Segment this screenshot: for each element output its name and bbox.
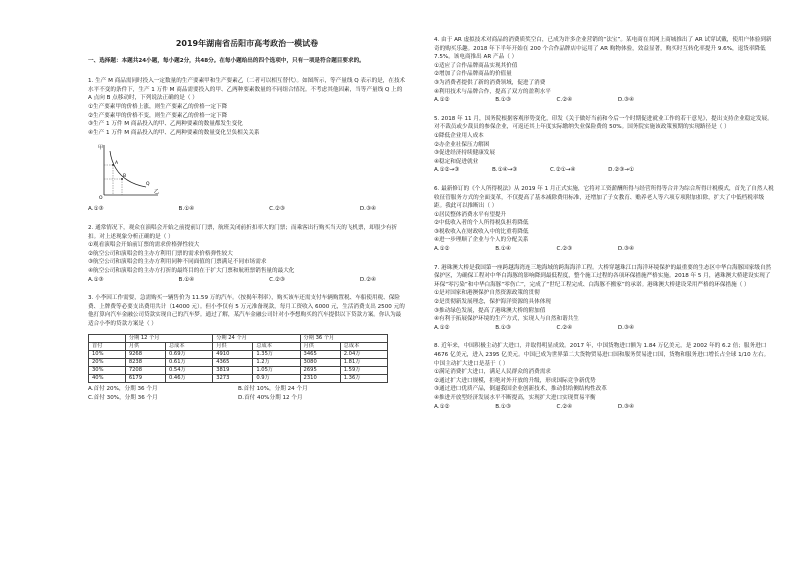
choice-c[interactable]: C.②④: [556, 324, 573, 331]
option-item: ①适应了合作品牌商品实现其价值: [434, 62, 518, 69]
choice-c[interactable]: C.首付 30%，分期 36 个月: [88, 395, 158, 402]
answer-choices: [88, 394, 406, 403]
table-cell: 1.59万: [340, 367, 387, 375]
isoquant-curve: [110, 151, 146, 187]
table-header-cell: 总成本: [253, 343, 300, 351]
choice-d[interactable]: D.③④: [359, 206, 376, 213]
option-item: ②生产要素甲的价格不变，则生产要素乙的价格一定下降: [88, 112, 228, 119]
choice-d[interactable]: D.②③→①: [608, 167, 634, 174]
choice-d[interactable]: D.③④: [617, 324, 634, 331]
choice-b[interactable]: B.①③: [495, 403, 511, 410]
question-6: [434, 185, 774, 254]
question-8: [434, 342, 774, 411]
question-stem: 3. 小李因工作需要，急需购买一辆售价为 11.59 万的汽车。（按揭年利率），购买该车还需支付车辆购置税、车船使用税、保险费、上牌费等必要支出费用共计（14000 元）。但小李仅有 5 万元准备现款，每月工资收入 6000 元，生活消费支出 2500 元的他打算向汽车金融公司贷款实现自己的汽车梦。通过了解，某汽车金融公司针对小李想购买的汽车提供以下贷款方案。你认为最适合小李的贷款方案是（ ）: [88, 295, 405, 327]
question-5: [434, 115, 774, 175]
answer-choices: [434, 324, 774, 333]
question-stem: 4. 由于 AR 虚拟技术对商品的消费质奖空白，已成为许多企业营销的“法宝”。某电商在其网上商城推出了 AR 试穿试戴，使用户体验到新奇的购买乐趣。2018 年下半年开始在 200 个合作品牌店中运用了 AR 购物体验，效益显著，购买时互转化率提升 9.6%，退货率降低 7.5%。该电商推出 AR 产品（ ）: [434, 37, 772, 61]
question-4: [434, 36, 774, 105]
question-stem: 1. 生产 M 商品需同时投入一定数量的生产要素甲和生产要素乙（二者可以相互替代）。如图所示，等产量线 Q 表示的是，在技术水平不变的条件下，生产 1 万件 M 商品需要投入的甲、乙两种要素数量的不同组合情况。不考虑其他因素，当等产量线 Q 上的 A 点向 B 点移动时，下列说法正确的是（ ）: [88, 78, 406, 102]
choice-b[interactable]: B.①③: [495, 324, 511, 331]
option-item: ④利用技术与品牌合作，提高了双方的盈利水平: [434, 88, 551, 95]
table-cell: 1.05万: [253, 367, 300, 375]
choice-a[interactable]: A.①②→③: [434, 167, 460, 174]
table-cell: 6179: [125, 375, 165, 383]
table-cell: 30%: [89, 367, 126, 375]
option-item: ③通过进口优质产品，倒逼我国企业创新技术，推动供给侧结构性改革: [434, 386, 607, 393]
table-cell: 0.46万: [165, 375, 212, 383]
choice-b[interactable]: B.①④: [178, 206, 195, 213]
question-3: [88, 294, 406, 403]
option-item: ①是对国家和港澳保护自然资源政策的贯彻: [434, 290, 540, 297]
point-a-label: A: [115, 161, 119, 167]
option-item: ③推动绿色发展，提高了港珠澳大桥的附加值: [434, 307, 546, 314]
choice-b[interactable]: B.①③: [495, 97, 511, 104]
choice-a[interactable]: A.①②: [434, 403, 450, 410]
question-2: [88, 224, 406, 284]
choice-d[interactable]: D.③④: [617, 97, 634, 104]
option-item: ①生产要素甲的价格上涨，则生产要素乙的价格一定下降: [88, 103, 228, 110]
option-item: ③航空公司和演唱会的主办方利用同种不同面值的门票满足不同市场需求: [88, 259, 267, 266]
x-axis-label: 乙: [154, 189, 160, 196]
option-item: ④生产 1 万件 M 商品投入的甲、乙两种要素的数量变化呈负相关关系: [88, 129, 260, 136]
option-item: ②是贯彻新发展理念，保护海洋资源的具体体现: [434, 299, 551, 306]
option-item: ②增加了合作品牌商品的价值量: [434, 71, 512, 78]
table-cell: 1.81万: [340, 359, 387, 367]
table-row: [89, 375, 388, 383]
table-cell: 3080: [300, 359, 340, 367]
table-header-cell: 月供: [125, 343, 165, 351]
table-row: [89, 367, 388, 375]
choice-c[interactable]: C.②④: [556, 97, 573, 104]
table-header-cell: 总成本: [165, 343, 212, 351]
option-item: ②通过扩大进口规模，拒绝对外开放的升级，形成国际竞争新优势: [434, 377, 596, 384]
option-item: ②办企业社保压力解困: [434, 141, 490, 148]
table-cell: 0.69万: [165, 351, 212, 359]
section-instruction: 一、选择题：本题共24小题，每小题2分，共48分。在每小题给出的四个选项中，只有一项是符合题目要求的。: [88, 57, 365, 64]
choice-b[interactable]: B.①④: [178, 276, 195, 283]
option-item: ④航空公司和演唱会的主办方打折的最终目的在于扩大门票和航班票销售量的最大化: [88, 267, 295, 274]
right-column: [434, 36, 774, 415]
table-header-cell: 月供: [300, 343, 340, 351]
table-cell: 40%: [89, 375, 126, 383]
choice-c[interactable]: C.②①→④: [550, 167, 576, 174]
choice-d[interactable]: D.②④: [359, 276, 376, 283]
table-header-cell: 分期 12 个月: [125, 335, 212, 343]
table-row: [89, 351, 388, 359]
option-item: ②航空公司和演唱会的主办方利用门票的需求价格弹性较大: [88, 250, 233, 257]
option-item: ①满足消费扩大进口，满足人民群众的消费需求: [434, 369, 551, 376]
question-stem: 6. 最新修订的《个人所得税法》从 2019 年 1 月正式实施，它将对工资薪酬所得与经营所得等合并为综合所得计税模式，首先了自然人税收征管服务方式的全面变革，不仅提高了基本减除费用标准，还增加了子女教育、赡养老人等六项专项附加扣除，扩大了中低档税率级距。我此可以推断出（ ）: [434, 185, 774, 210]
table-cell: 1.2万: [253, 359, 300, 367]
table-header-cell: 分期 36 个月: [300, 335, 387, 343]
choice-b[interactable]: B.①④→③: [491, 167, 518, 174]
table-cell: 3273: [213, 375, 253, 383]
page-title: 2019年湖南省岳阳市高考政治一模试卷: [175, 39, 319, 48]
point-b-label: B: [123, 174, 127, 180]
answer-choices: [434, 96, 774, 105]
choice-d[interactable]: D.③④: [617, 246, 634, 253]
option-item: ③为消费者提供了新的消费领域，促进了消费: [434, 79, 546, 86]
option-item: ①降低企业用人成本: [434, 132, 484, 139]
answer-choices: [434, 403, 774, 412]
left-column: [88, 36, 406, 407]
question-stem: 7. 港珠澳大桥是我国第一座跨越海湾连三地海域的跨海海洋工程。大桥穿越珠江口海洋环境保护的最重要的生态区中华白海豚国家级自然保护区，为确保工程对中华白海豚的影响降到最低程度，整个施工过程的各项环保措施严格实施。2018 年 5 月，港珠澳大桥建设实现了环保“零污染”和中华白海豚“零伤亡”，完成了“世纪工程完成、白海豚不搬家”的承诺。港珠澳大桥建设采用严格的环保措施（ ）: [434, 264, 772, 288]
table-cell: 7208: [125, 367, 165, 375]
table-cell: 2.04万: [340, 351, 387, 359]
choice-a[interactable]: A.①②: [434, 97, 450, 104]
option-item: ④稳定和促进就业: [434, 158, 479, 165]
option-item: ④推进开放型经济发展水平不断提高，实现扩大进口实现贸易平衡: [434, 394, 596, 401]
table-row: [89, 359, 388, 367]
answer-choices: [88, 205, 406, 214]
loan-table: [88, 334, 388, 383]
isoquant-graph: [96, 141, 160, 199]
question-stem: 2. 通常情况下，观众在演唱会开始之前提前订门票，航班关闭前折扣率大的门票；而乘客出行购买当天的飞机票，却很少有折扣。对上述现象分析正确的是（ ）: [88, 224, 398, 240]
option-item: ③税收收入在财政收入中的比重将降低: [434, 228, 529, 235]
option-item: ④进一步理顺了企业与个人的分配关系: [434, 237, 529, 244]
table-column-header: [89, 343, 388, 351]
option-item: ①居民整体消费水平有望提升: [434, 211, 507, 218]
choice-d[interactable]: D.首付 40%分期 12 个月: [238, 395, 303, 402]
y-axis-label: 甲: [98, 145, 104, 152]
table-cell: 3465: [300, 351, 340, 359]
answer-choices: [88, 276, 406, 285]
table-group-header: [89, 335, 388, 343]
table-cell: 1.36万: [340, 375, 387, 383]
choice-a[interactable]: A.①②: [434, 246, 450, 253]
option-item: ①观看演唱会开始前订票的需求价格弹性较大: [88, 242, 200, 249]
question-7: [434, 264, 774, 333]
table-cell: 8238: [125, 359, 165, 367]
answer-choices: [88, 385, 406, 394]
table-cell: 4910: [213, 351, 253, 359]
table-cell: 0.61万: [165, 359, 212, 367]
answer-choices: [434, 166, 774, 175]
table-cell: 3819: [213, 367, 253, 375]
choice-a[interactable]: A.①③: [88, 276, 104, 283]
choice-c[interactable]: C.②③: [269, 276, 285, 283]
table-cell: 2310: [300, 375, 340, 383]
curve-label: Q: [146, 182, 150, 188]
table-header-cell: 首付: [89, 343, 126, 351]
table-cell: 2695: [300, 367, 340, 375]
choice-c[interactable]: C.②③: [269, 206, 285, 213]
option-item: ②中低收入者的个人所得税负担将降低: [434, 220, 529, 227]
choice-c[interactable]: C.②④: [556, 403, 573, 410]
option-item: ③生产 1 万件 M 商品投入的甲、乙两种要素的数量都发生变化: [88, 121, 243, 128]
choice-a[interactable]: A.①②: [434, 324, 450, 331]
question-stem: 8. 近年来，中国积极主动扩大进口，并取得明显成效。2017 年，中国货物进口额为 1.84 万亿美元，是 2002 年的 6.2 倍；服务进口 4676 亿美元，进入 2395 亿美元。中国已成为世界第二大货物贸易进口国和服务贸易进口国，货物和服务进口增长占全球 1/10 左右。中国主动扩大进口是基于（ ）: [434, 343, 770, 367]
option-item: ④有利于拓展保护环境的生产方式，实现人与自然和谐共生: [434, 316, 579, 323]
question-1: [88, 77, 406, 214]
table-cell: 0.54万: [165, 367, 212, 375]
answer-choices: [434, 245, 774, 254]
choice-b[interactable]: B.首付 10%，分期 24 个月: [238, 386, 308, 393]
origin-label: O: [99, 196, 103, 200]
table-header-cell: 总成本: [340, 343, 387, 351]
table-cell: 4365: [213, 359, 253, 367]
table-cell: 9268: [125, 351, 165, 359]
choice-d[interactable]: D.③④: [617, 403, 634, 410]
choice-a[interactable]: A.①③: [88, 206, 104, 213]
table-cell: 1.35万: [253, 351, 300, 359]
choice-c[interactable]: C.②③: [556, 246, 573, 253]
option-item: ③促进经济持续健康发展: [434, 150, 495, 157]
table-cell: 0.9万: [253, 375, 300, 383]
table-cell: 20%: [89, 359, 126, 367]
table-cell: 10%: [89, 351, 126, 359]
table-header-cell: 月供: [213, 343, 253, 351]
choice-a[interactable]: A.首付 20%，分期 36 个月: [88, 386, 158, 393]
table-header-cell: 分期 24 个月: [213, 335, 300, 343]
choice-b[interactable]: B.①④: [495, 246, 511, 253]
question-stem: 5. 2018 年 11 月，国务院根据客观形势变化，印发《关于做好当前和今后一个时期促进就业工作的若干意见》，提出支持企业稳定发展。对不裁员或少裁员的参保企业，可返还其上年度实际缴纳失业保险费的 50%。国务院实施该政策预期的实现路径是（ ）: [434, 115, 773, 131]
